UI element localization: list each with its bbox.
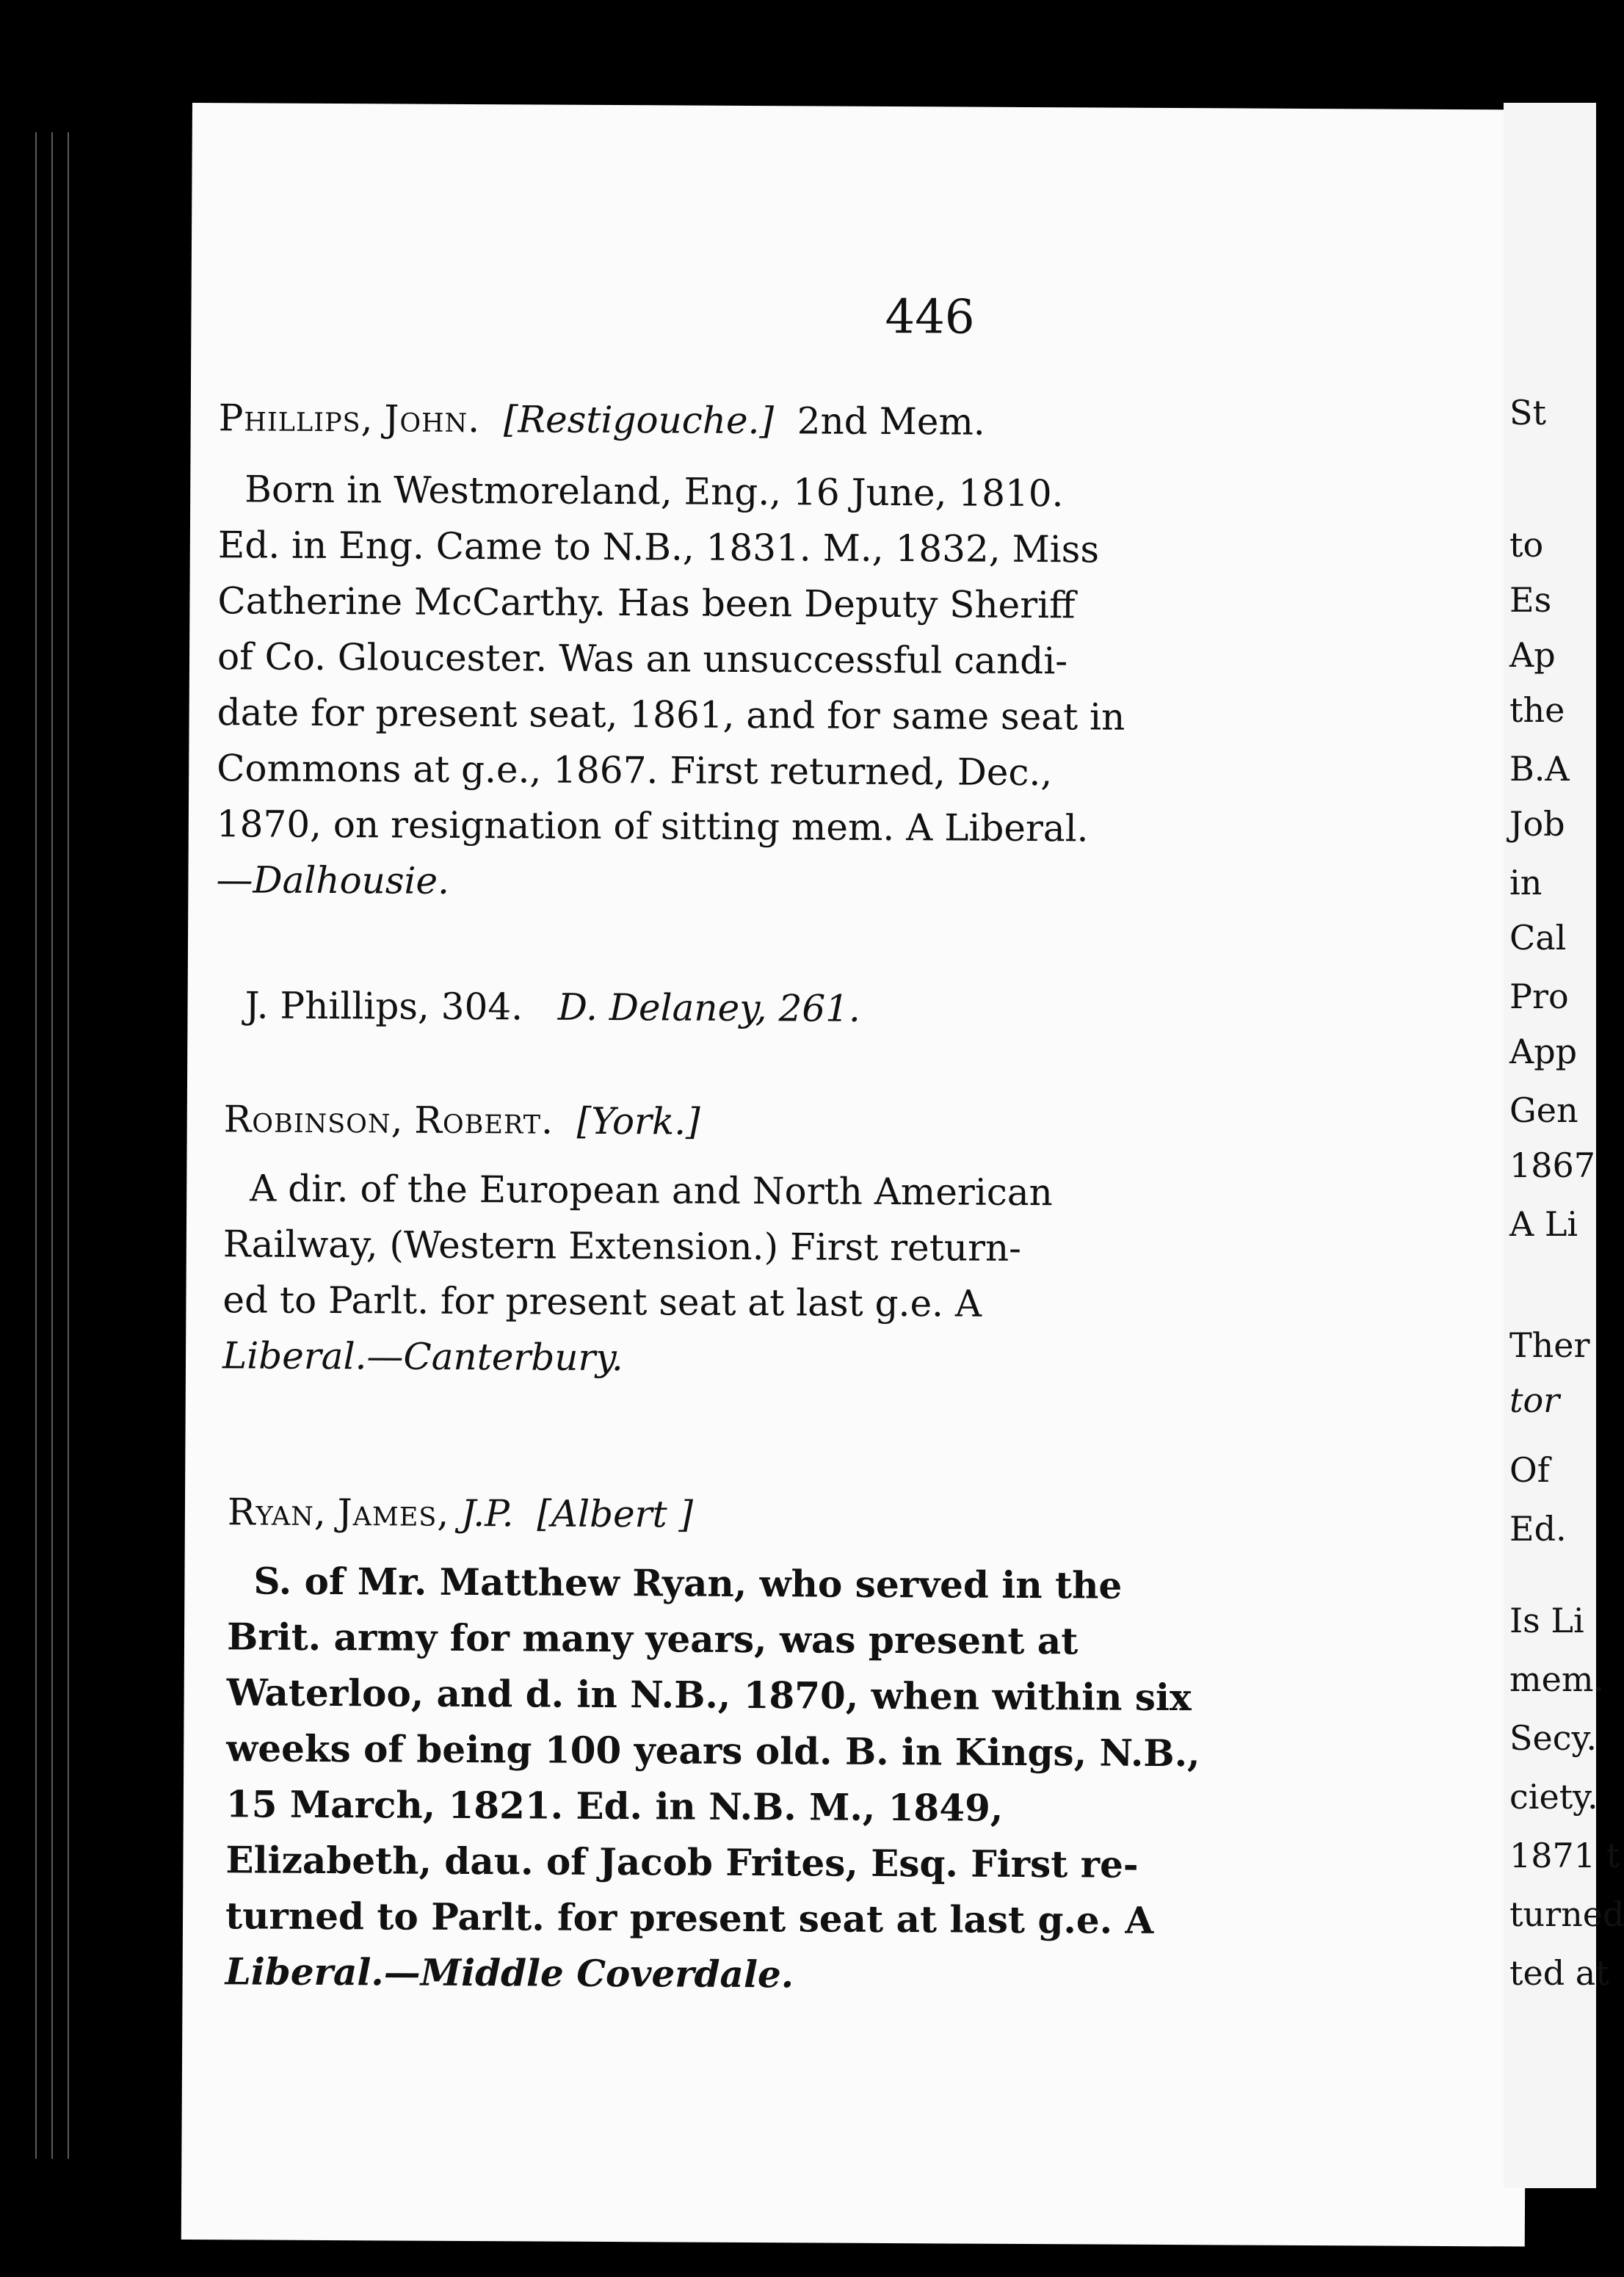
paragraph-line: Railway, (Western Extension.) First return- xyxy=(222,1223,1022,1270)
adjacent-fragment: ted at xyxy=(1509,1953,1609,1993)
paragraph-line: A dir. of the European and North American xyxy=(250,1167,1053,1214)
entry-heading-robinson: Robinson, Robert. [York.] xyxy=(223,1098,700,1143)
paragraph-line: of Co. Gloucester. Was an unsuccessful candi- xyxy=(217,635,1068,683)
paragraph-line: Catherine McCarthy. Has been Deputy Sheriff xyxy=(217,579,1076,627)
entry-given-name: Robert. xyxy=(414,1098,554,1143)
paragraph-line: Waterloo, and d. in N.B., 1870, when within six xyxy=(226,1670,1192,1720)
paragraph-line: Ed. in Eng. Came to N.B., 1831. M., 1832, Miss xyxy=(217,524,1100,571)
adjacent-fragment: St xyxy=(1509,393,1546,432)
paragraph-line: Brit. army for many years, was present at xyxy=(226,1615,1079,1663)
adjacent-fragment: Gen xyxy=(1509,1090,1578,1130)
entry-surname: Phillips xyxy=(218,397,361,441)
adjacent-fragment: the xyxy=(1509,690,1565,730)
paragraph-line: turned to Parlt. for present seat at last g.e. A xyxy=(225,1894,1154,1942)
adjacent-fragment: App xyxy=(1509,1032,1578,1071)
adjacent-fragment: Ap xyxy=(1509,635,1556,675)
entry-paragraph-ryan xyxy=(225,1553,1200,2005)
paragraph-line: Elizabeth, dau. of Jacob Frites, Esq. First re- xyxy=(225,1838,1139,1886)
adjacent-fragment: tor xyxy=(1509,1380,1560,1420)
paragraph-line: 15 March, 1821. Ed. in N.B. M., 1849, xyxy=(225,1782,1004,1830)
paragraph-line: Commons at g.e., 1867. First returned, Dec., xyxy=(217,747,1053,794)
adjacent-page-strip xyxy=(1504,103,1624,2188)
book-binding-edge xyxy=(29,132,73,2159)
adjacent-fragment: Job xyxy=(1509,804,1565,844)
entry-paragraph-phillips xyxy=(216,461,1126,912)
paragraph-line: Liberal.—Canterbury. xyxy=(222,1334,624,1380)
adjacent-fragment: in xyxy=(1509,863,1543,902)
adjacent-fragment: Ther xyxy=(1509,1325,1590,1365)
adjacent-fragment: Is Li xyxy=(1509,1601,1584,1640)
entry-county: [Albert ] xyxy=(537,1492,694,1536)
entry-given-name: James, xyxy=(337,1491,450,1535)
paragraph-line: ed to Parlt. for present seat at last g.e. A xyxy=(222,1278,982,1325)
adjacent-fragment: Of xyxy=(1509,1450,1550,1490)
paragraph-line: S. of Mr. Matthew Ryan, who served in the xyxy=(253,1559,1123,1607)
adjacent-fragment: Secy. xyxy=(1509,1718,1597,1758)
entry-county: [Restigouche.] xyxy=(503,398,775,443)
result-loser: D. Delaney, 261. xyxy=(557,985,861,1030)
entry-surname: Robinson xyxy=(223,1098,391,1142)
adjacent-fragment: Cal xyxy=(1509,918,1567,958)
adjacent-fragment: Pro xyxy=(1509,977,1569,1016)
adjacent-fragment: ciety. xyxy=(1509,1777,1598,1817)
adjacent-fragment: Ed. xyxy=(1509,1509,1567,1549)
entry-given-name: John. xyxy=(384,397,481,441)
paragraph-line: weeks of being 100 years old. B. in Kings, N.B., xyxy=(226,1726,1200,1775)
adjacent-fragment: B.A xyxy=(1509,749,1570,789)
adjacent-fragment: mem. xyxy=(1509,1659,1605,1699)
paragraph-line: Liberal.—Middle Coverdale. xyxy=(225,1950,794,1997)
entry-paragraph-robinson xyxy=(222,1160,1053,1388)
entry-county: [York.] xyxy=(576,1099,700,1143)
entry-heading-ryan: Ryan, James, J.P. [Albert ] xyxy=(227,1491,694,1536)
entry-heading-phillips: Phillips, John. [Restigouche.] 2nd Mem. xyxy=(218,397,985,444)
paragraph-line: Born in Westmoreland, Eng., 16 June, 1810. xyxy=(244,468,1064,515)
paragraph-line: —Dalhousie. xyxy=(216,858,450,902)
result-winner: J. Phillips, 304. xyxy=(244,984,523,1029)
adjacent-fragment: turned xyxy=(1509,1894,1624,1934)
adjacent-fragment: 1871 t xyxy=(1509,1836,1620,1875)
paragraph-line: date for present seat, 1861, and for same seat in xyxy=(217,691,1125,739)
adjacent-fragment: Es xyxy=(1509,580,1552,620)
adjacent-fragment: 1867 xyxy=(1509,1145,1596,1185)
book-page xyxy=(181,103,1536,2247)
adjacent-fragment: to xyxy=(1509,525,1544,565)
entry-title: J.P. xyxy=(461,1491,514,1535)
entry-extra: 2nd Mem. xyxy=(797,399,985,444)
page-number: 446 xyxy=(885,289,975,345)
election-result xyxy=(244,984,860,1029)
entry-surname: Ryan xyxy=(227,1491,315,1534)
adjacent-fragment: A Li xyxy=(1509,1204,1578,1244)
paragraph-line: 1870, on resignation of sitting mem. A Liberal. xyxy=(216,803,1089,850)
